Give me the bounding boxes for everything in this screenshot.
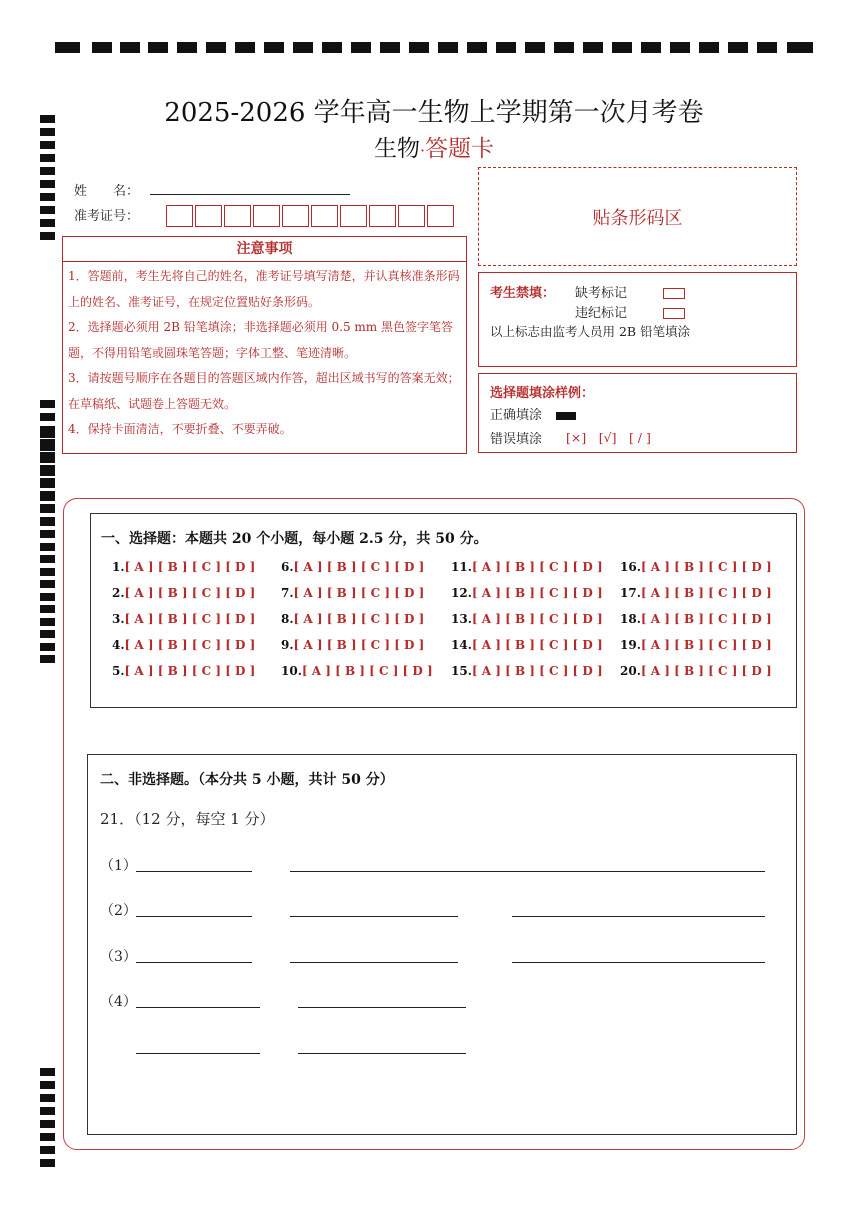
answer-options[interactable]: [ A ] [ B ] [ C ] [ D ] [293, 560, 425, 574]
prohibited-label: 考生禁填： [490, 286, 556, 301]
choice-question-16[interactable] [620, 560, 772, 574]
blank-label-2: （2） [100, 903, 137, 919]
answer-line[interactable] [136, 1007, 260, 1008]
question-number: 15. [451, 664, 472, 678]
absent-mark-box[interactable] [663, 283, 685, 302]
notice-item: 4．保持卡面清洁，不要折叠、不要弄破。 [68, 422, 292, 436]
timing-mark [583, 42, 603, 53]
timing-mark [757, 42, 777, 53]
question-number: 12. [451, 586, 472, 600]
timing-mark [264, 42, 284, 53]
answer-line[interactable] [136, 871, 252, 872]
answer-options[interactable]: [ A ] [ B ] [ C ] [ D ] [471, 586, 603, 600]
blank-label-4: （4） [100, 994, 137, 1010]
question-number: 9. [281, 638, 294, 652]
timing-mark [40, 1159, 55, 1167]
choice-question-6[interactable] [281, 560, 424, 574]
answer-options[interactable]: [ A ] [ B ] [ C ] [ D ] [640, 586, 772, 600]
question-number: 1. [112, 560, 125, 574]
timing-mark [40, 480, 55, 488]
answer-options[interactable]: [ A ] [ B ] [ C ] [ D ] [293, 612, 425, 626]
choice-question-20[interactable] [620, 664, 772, 678]
id-digit-box[interactable] [398, 205, 425, 227]
question-number: 6. [281, 560, 294, 574]
timing-mark [40, 430, 55, 438]
barcode-label: 贴条形码区 [592, 207, 683, 229]
timing-mark [728, 42, 748, 53]
choice-question-9[interactable] [281, 638, 424, 652]
timing-mark [554, 42, 574, 53]
id-digit-box[interactable] [427, 205, 454, 227]
answer-line[interactable] [290, 871, 765, 872]
blank-label-3: （3） [100, 949, 137, 965]
dot-separator: · [419, 141, 426, 160]
answer-options[interactable]: [ A ] [ B ] [ C ] [ D ] [640, 664, 772, 678]
question-number: 18. [620, 612, 641, 626]
violation-mark-box[interactable] [663, 303, 685, 322]
notice-heading: 注意事项 [62, 236, 467, 262]
timing-mark [235, 42, 255, 53]
choice-question-19[interactable] [620, 638, 772, 652]
answer-card-label: 答题卡 [425, 136, 495, 162]
question-number: 11. [451, 560, 472, 574]
correct-fill-label: 正确填涂 [490, 408, 543, 423]
answer-options[interactable]: [ A ] [ B ] [ C ] [ D ] [471, 612, 603, 626]
timing-mark [40, 219, 55, 227]
timing-mark [40, 1081, 55, 1089]
choice-question-12[interactable] [451, 586, 603, 600]
answer-line[interactable] [512, 916, 765, 917]
blank-label-1: （1） [100, 858, 137, 874]
timing-mark [40, 580, 55, 588]
answer-options[interactable]: [ A ] [ B ] [ C ] [ D ] [640, 638, 772, 652]
choice-question-5[interactable] [112, 664, 255, 678]
timing-mark [40, 468, 55, 476]
choice-question-13[interactable] [451, 612, 603, 626]
answer-line[interactable] [136, 916, 252, 917]
answer-options[interactable]: [ A ] [ B ] [ C ] [ D ] [124, 612, 256, 626]
timing-mark [40, 530, 55, 538]
answer-options[interactable]: [ A ] [ B ] [ C ] [ D ] [471, 560, 603, 574]
absent-mark-label: 缺考标记 [575, 286, 628, 301]
timing-mark [40, 643, 55, 651]
timing-mark [148, 42, 168, 53]
answer-line[interactable] [136, 1053, 260, 1054]
answer-line[interactable] [298, 1053, 466, 1054]
timing-mark [467, 42, 487, 53]
timing-mark [612, 42, 632, 53]
answer-line[interactable] [298, 1007, 466, 1008]
timing-mark [40, 1146, 55, 1154]
question-number: 7. [281, 586, 294, 600]
id-digit-box[interactable] [340, 205, 367, 227]
timing-mark [40, 232, 55, 240]
question-number: 10. [281, 664, 302, 678]
section-choice-title: 一、选择题：本题共 20 个小题，每小题 2.5 分，共 50 分。 [101, 531, 488, 547]
id-digit-box[interactable] [195, 205, 222, 227]
timing-mark [40, 618, 55, 626]
timing-mark [496, 42, 516, 53]
choice-question-15[interactable] [451, 664, 603, 678]
timing-mark [351, 42, 371, 53]
timing-mark [40, 655, 55, 663]
timing-mark [40, 555, 55, 563]
timing-mark [40, 1133, 55, 1141]
question-number: 16. [620, 560, 641, 574]
timing-mark [40, 543, 55, 551]
choice-question-18[interactable] [620, 612, 772, 626]
id-digit-box[interactable] [166, 205, 193, 227]
choice-question-8[interactable] [281, 612, 424, 626]
choice-question-14[interactable] [451, 638, 603, 652]
choice-question-7[interactable] [281, 586, 424, 600]
answer-options[interactable]: [ A ] [ B ] [ C ] [ D ] [471, 664, 603, 678]
timing-mark [40, 630, 55, 638]
notice-item: 2．选择题必须用 2B 铅笔填涂；非选择题必须用 0.5 mm 黑色签字笔答题，不得用铅笔或圆珠笔答题；字体工整、笔迹清晰。 [68, 320, 454, 360]
timing-mark [525, 42, 545, 53]
notice-item: 3．请按题号顺序在各题目的答题区域内作答，超出区域书写的答案无效；在草稿纸、试题卷上答题无效。 [68, 371, 460, 411]
timing-mark [206, 42, 226, 53]
timing-mark [40, 180, 55, 188]
timing-mark [438, 42, 458, 53]
timing-mark [40, 413, 55, 421]
exam-subtitle [0, 130, 868, 163]
choice-question-3[interactable] [112, 612, 255, 626]
answer-options[interactable]: [ A ] [ B ] [ C ] [ D ] [301, 664, 433, 678]
timing-mark [40, 605, 55, 613]
choice-question-10[interactable] [281, 664, 433, 678]
answer-options[interactable]: [ A ] [ B ] [ C ] [ D ] [124, 586, 256, 600]
choice-question-17[interactable] [620, 586, 772, 600]
question-21-label: 21．（12 分，每空 1 分） [100, 810, 275, 828]
answer-options[interactable]: [ A ] [ B ] [ C ] [ D ] [293, 638, 425, 652]
question-number: 4. [112, 638, 125, 652]
timing-mark [40, 593, 55, 601]
timing-mark [40, 400, 55, 408]
timing-mark [40, 443, 55, 451]
question-number: 5. [112, 664, 125, 678]
id-label: 准考证号： [74, 209, 140, 224]
choice-question-2[interactable] [112, 586, 255, 600]
timing-mark [120, 42, 140, 53]
timing-mark [177, 42, 197, 53]
correct-fill-sample [556, 405, 576, 424]
timing-mark [40, 167, 55, 175]
timing-mark [40, 193, 55, 201]
answer-options[interactable]: [ A ] [ B ] [ C ] [ D ] [293, 586, 425, 600]
name-label: 姓 名： [74, 184, 140, 199]
id-digit-box[interactable] [282, 205, 309, 227]
timing-mark [641, 42, 661, 53]
timing-mark [380, 42, 400, 53]
timing-mark [40, 1120, 55, 1128]
answer-options[interactable]: [ A ] [ B ] [ C ] [ D ] [124, 638, 256, 652]
timing-mark [293, 42, 313, 53]
question-number: 3. [112, 612, 125, 626]
timing-mark [699, 42, 719, 53]
timing-mark [409, 42, 429, 53]
timing-mark [670, 42, 690, 53]
answer-options[interactable]: [ A ] [ B ] [ C ] [ D ] [471, 638, 603, 652]
id-digit-box[interactable] [311, 205, 338, 227]
timing-mark [40, 493, 55, 501]
choice-question-11[interactable] [451, 560, 603, 574]
timing-mark [40, 1094, 55, 1102]
timing-mark [55, 42, 80, 53]
choice-question-4[interactable] [112, 638, 255, 652]
subject-label: 生物 [373, 136, 420, 162]
question-number: 17. [620, 586, 641, 600]
timing-mark [40, 505, 55, 513]
timing-mark [92, 42, 112, 53]
timing-mark [40, 568, 55, 576]
id-digit-box[interactable] [224, 205, 251, 227]
section-nonchoice-title: 二、非选择题。（本分共 5 小题，共计 50 分） [100, 772, 394, 788]
choice-question-1[interactable] [112, 560, 255, 574]
answer-line[interactable] [290, 962, 458, 963]
id-digit-box[interactable] [253, 205, 280, 227]
exam-title: 2025-2026 学年高一生物上学期第一次月考卷 [164, 98, 704, 128]
barcode-area [478, 167, 797, 266]
answer-options[interactable]: [ A ] [ B ] [ C ] [ D ] [640, 560, 772, 574]
timing-mark [322, 42, 342, 53]
wrong-fill-samples: [×] [√] [ / ] [566, 430, 651, 445]
id-digit-box[interactable] [369, 205, 396, 227]
answer-line[interactable] [290, 916, 458, 917]
answer-line[interactable] [512, 962, 765, 963]
answer-line[interactable] [136, 962, 252, 963]
question-number: 14. [451, 638, 472, 652]
notice-item: 1．答题前，考生先将自己的姓名，准考证号填写清楚，并认真核准条形码上的姓名、准考证号，在规定位置贴好条形码。 [68, 269, 460, 309]
timing-mark [40, 206, 55, 214]
question-number: 19. [620, 638, 641, 652]
timing-mark [40, 518, 55, 526]
question-number: 20. [620, 664, 641, 678]
question-number: 2. [112, 586, 125, 600]
wrong-fill-label: 错误填涂 [490, 432, 543, 447]
question-number: 13. [451, 612, 472, 626]
timing-mark [40, 1068, 55, 1076]
fill-example-heading: 选择题填涂样例： [490, 386, 595, 401]
answer-options[interactable]: [ A ] [ B ] [ C ] [ D ] [124, 664, 256, 678]
timing-mark [40, 1107, 55, 1115]
answer-options[interactable]: [ A ] [ B ] [ C ] [ D ] [124, 560, 256, 574]
question-number: 8. [281, 612, 294, 626]
answer-options[interactable]: [ A ] [ B ] [ C ] [ D ] [640, 612, 772, 626]
prohibited-note: 以上标志由监考人员用 2B 铅笔填涂 [490, 324, 691, 339]
timing-mark [787, 42, 813, 53]
timing-mark [40, 455, 55, 463]
name-field[interactable] [150, 194, 350, 195]
violation-mark-label: 违纪标记 [575, 306, 628, 321]
